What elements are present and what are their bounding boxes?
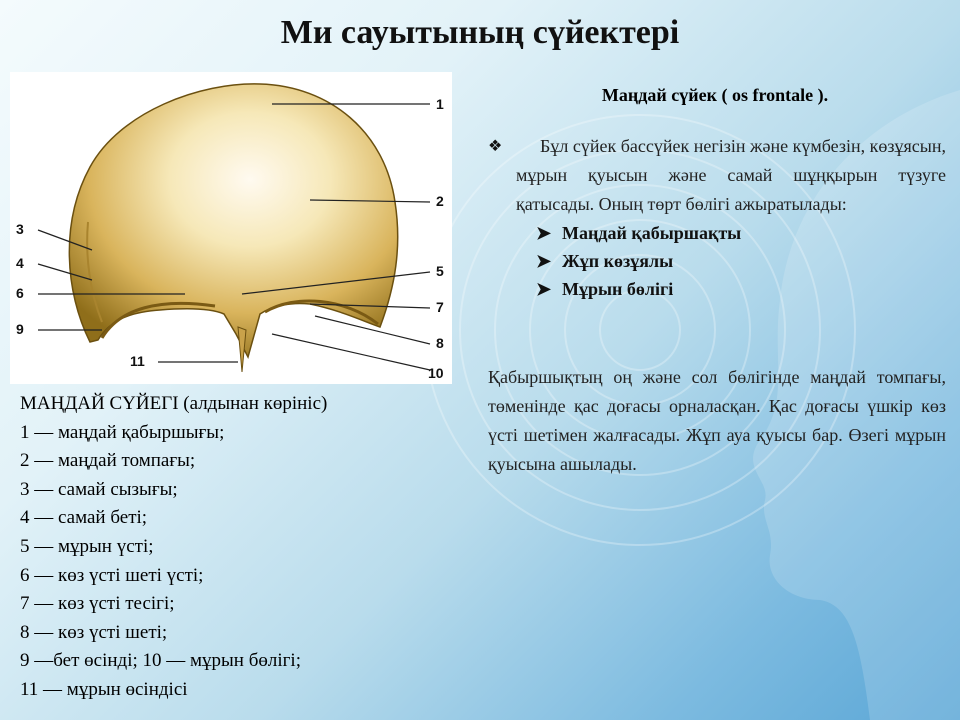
caption-item: 8 — көз үсті шеті; xyxy=(20,621,168,643)
description-block xyxy=(488,132,946,303)
caption-item: 5 — мұрын үсті; xyxy=(20,535,154,557)
details-paragraph: Қабыршықтың оң және сол бөлігінде маңдай томпағы, төменінде қас доғасы орналасқан. Қас доғасы үшкір көз үсті шетімен жалғасады. Жұп ауа қуысы бар. Өзегі мұрын қуысына ашылады. xyxy=(488,367,946,474)
list-item xyxy=(536,247,946,275)
figure-label-3: 3 xyxy=(16,221,24,237)
caption-item: 9 —бет өсінді; 10 — мұрын бөлігі; xyxy=(20,650,301,672)
caption-heading: МАҢДАЙ СҮЙЕГІ (алдынан көрініс) xyxy=(20,393,328,414)
caption-item: 7 — көз үсті тесігі; xyxy=(20,593,175,615)
figure-label-2: 2 xyxy=(436,193,444,209)
figure-label-6: 6 xyxy=(16,285,24,301)
figure-label-9: 9 xyxy=(16,321,24,337)
arrow-bullet-icon: ➤ xyxy=(536,279,552,299)
figure-label-1: 1 xyxy=(436,96,444,112)
list-item xyxy=(536,275,946,303)
caption-item: 11 — мұрын өсіндісі xyxy=(20,678,188,700)
frontal-bone-shape xyxy=(69,84,397,357)
figure-label-7: 7 xyxy=(436,299,444,315)
frontal-bone-illustration xyxy=(10,72,452,384)
figure-caption xyxy=(20,390,450,705)
figure-label-5: 5 xyxy=(436,263,444,279)
part-label: Мұрын бөлігі xyxy=(562,279,674,299)
description-paragraph: Бұл сүйек бассүйек негізін және күмбезін, көзұясын, мұрын қуысын және самай шұңқырын түзуге қатысады. Оның төрт бөлігі ажыратылады: xyxy=(516,136,946,214)
slide-title: Ми сауытының сүйектері xyxy=(280,14,680,51)
figure-label-8: 8 xyxy=(436,335,444,351)
caption-item: 2 — маңдай томпағы; xyxy=(20,450,196,472)
figure-label-4: 4 xyxy=(16,255,24,271)
part-label: Маңдай қабыршақты xyxy=(562,223,742,243)
caption-item: 1 — маңдай қабыршығы; xyxy=(20,421,225,443)
list-item xyxy=(536,219,946,247)
section-subtitle: Маңдай сүйек ( os frontale ). xyxy=(601,85,829,105)
frontal-bone-figure xyxy=(10,72,452,384)
figure-label-11: 11 xyxy=(130,353,145,369)
caption-item: 3 — самай сызығы; xyxy=(20,478,178,500)
caption-item: 4 — самай беті; xyxy=(20,507,148,529)
arrow-bullet-icon: ➤ xyxy=(536,251,552,271)
part-label: Жұп көзұялы xyxy=(562,251,674,271)
arrow-bullet-icon: ➤ xyxy=(536,223,552,243)
parts-list xyxy=(488,219,946,303)
diamond-bullet-icon: ❖ xyxy=(488,138,503,155)
caption-item: 6 — көз үсті шеті үсті; xyxy=(20,564,204,586)
figure-label-10: 10 xyxy=(428,365,444,381)
